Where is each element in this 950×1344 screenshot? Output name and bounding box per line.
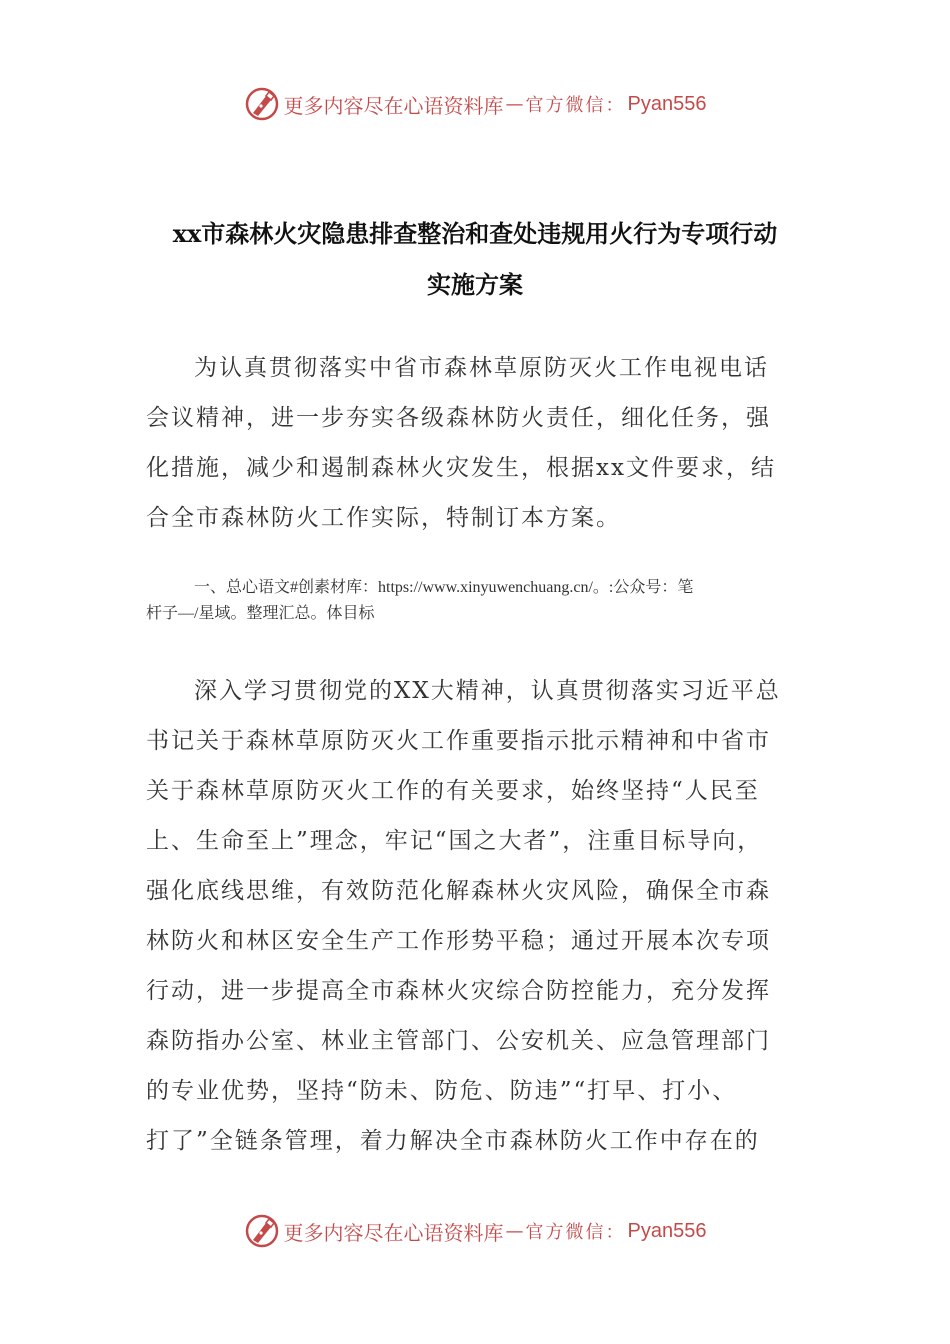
text-line: 的专业优势，坚持“防未、防危、防违”“打早、打小、 (146, 1078, 738, 1104)
document-title-line-2: 实施方案 (427, 270, 523, 299)
paragraph-intro (146, 343, 806, 543)
banner-wechat-id: Pyan556 (627, 1219, 707, 1242)
text-line: 为认真贯彻落实中省市森林草原防灭火工作电视电话 (194, 355, 769, 381)
header-banner (0, 84, 950, 124)
pen-nib-logo-icon (244, 86, 280, 122)
banner-text: 更多内容尽在心语资料库 (283, 93, 504, 118)
text-line: 关于森林草原防灭火工作的有关要求，始终坚持“人民至 (146, 778, 760, 804)
text-line: 打了”全链条管理，着力解决全市森林防火工作中存在的 (146, 1128, 760, 1154)
text-line: 合全市森林防火工作实际，特制订本方案。 (146, 505, 621, 531)
text-line: 化措施，减少和遏制森林火灾发生，根据xx文件要求，结 (146, 455, 776, 481)
banner-wechat-label: 官方微信： (525, 95, 626, 116)
text-line: 书记关于森林草原防灭火工作重要指示批示精神和中省市 (146, 728, 771, 754)
text-line: 深入学习贯彻党的XX大精神，认真贯彻落实习近平总 (194, 678, 781, 704)
banner-wechat-label: 官方微信： (525, 1222, 626, 1243)
text-line: 强化底线思维，有效防范化解森林火灾风险，确保全市森 (146, 878, 771, 904)
text-line: 上、生命至上”理念，牢记“国之大者”，注重目标导向， (146, 828, 763, 854)
text-line: 会议精神，进一步夯实各级森林防火责任，细化任务，强 (146, 405, 771, 431)
paragraph-goals (146, 666, 806, 1166)
banner-text: 更多内容尽在心语资料库 (283, 1220, 504, 1245)
text-line: 杆子—/星域。整理汇总。体目标 (146, 605, 375, 622)
text-line: 行动，进一步提高全市森林火灾综合防控能力，充分发挥 (146, 978, 771, 1004)
text-line: 森防指办公室、林业主管部门、公安机关、应急管理部门 (146, 1028, 771, 1054)
banner-separator: — (505, 93, 524, 115)
footer-banner (0, 1211, 950, 1251)
banner-separator: — (505, 1220, 524, 1242)
document-title-line-1: xx市森林火灾隐患排查整治和查处违规用火行为专项行动 (172, 219, 778, 248)
paragraph-section-heading (146, 575, 806, 627)
text-line: 一、总心语文#创素材库：https://www.xinyuwenchuang.cn/。:公众号：笔 (194, 579, 694, 596)
banner-wechat-id: Pyan556 (627, 92, 707, 115)
text-line: 林防火和林区安全生产工作形势平稳；通过开展本次专项 (146, 928, 771, 954)
pen-nib-logo-icon (244, 1213, 280, 1249)
